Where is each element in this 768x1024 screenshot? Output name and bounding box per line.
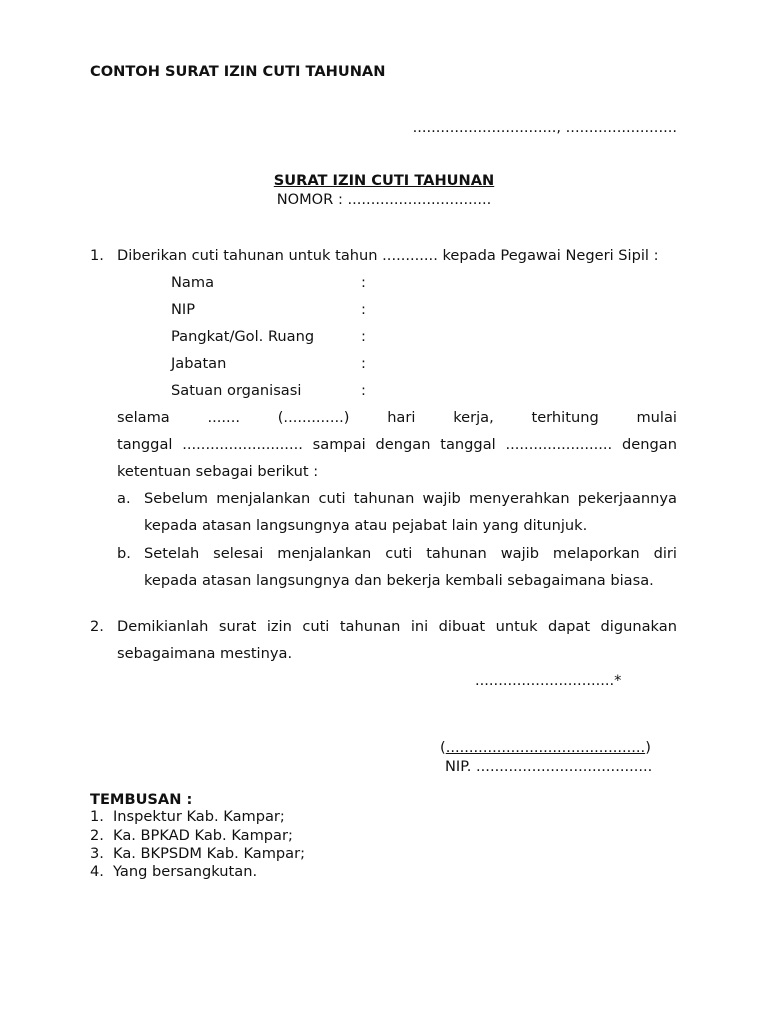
word: ....... <box>207 409 240 426</box>
signatory-nip: NIP. ...................................... <box>445 758 653 775</box>
word: hari <box>387 409 416 426</box>
word: tahunan <box>353 490 415 507</box>
word: Sebelum <box>144 490 209 507</box>
word: tahunan <box>339 618 401 635</box>
field-colon: : <box>361 301 366 318</box>
word: tahunan <box>426 545 487 562</box>
word: terhitung <box>531 409 599 426</box>
word: dapat <box>547 618 591 635</box>
word: wajib <box>422 490 461 507</box>
item-1-intro-text: Diberikan cuti tahunan untuk tahun ............ kepada Pegawai Negeri Sipil : <box>117 247 659 264</box>
tembusan-number: 3. <box>90 845 104 862</box>
word: ....................... <box>505 436 613 453</box>
word: tanggal <box>440 436 496 453</box>
terms-intro: ketentuan sebagai berikut : <box>117 463 319 480</box>
word: untuk <box>495 618 538 635</box>
word: selama <box>117 409 170 426</box>
word: pekerjaannya <box>577 490 677 507</box>
word: Demikianlah <box>117 618 209 635</box>
word: .......................... <box>182 436 303 453</box>
word: dengan <box>375 436 431 453</box>
name-close-paren: ) <box>645 739 651 756</box>
sub-b-letter: b. <box>117 545 131 562</box>
word: menjalankan <box>216 490 311 507</box>
word: izin <box>266 618 292 635</box>
field-colon: : <box>361 355 366 372</box>
signatory-name <box>440 739 651 756</box>
date-range-line <box>117 436 677 453</box>
item-1-number: 1. <box>90 247 104 264</box>
word: dibuat <box>438 618 486 635</box>
word: wajib <box>500 545 539 562</box>
word: diri <box>653 545 677 562</box>
sub-b-line-1 <box>144 545 677 562</box>
tembusan-item: Inspektur Kab. Kampar; <box>113 808 285 825</box>
word: tanggal <box>117 436 173 453</box>
field-label-nip: NIP <box>171 301 196 318</box>
name-open-paren: ( <box>440 739 446 756</box>
word: sampai <box>312 436 366 453</box>
item-2-line-1 <box>117 618 677 635</box>
tembusan-heading: TEMBUSAN : <box>90 791 193 808</box>
tembusan-number: 1. <box>90 808 104 825</box>
item-2-line-2: sebagaimana mestinya. <box>117 645 293 662</box>
sub-b-line-2: kepada atasan langsungnya dan bekerja kembali sebagaimana biasa. <box>144 572 654 589</box>
tembusan-number: 4. <box>90 863 104 880</box>
word: selesai <box>213 545 264 562</box>
document-heading: CONTOH SURAT IZIN CUTI TAHUNAN <box>90 63 386 80</box>
word: kerja, <box>453 409 494 426</box>
field-label-pangkat: Pangkat/Gol. Ruang <box>171 328 315 345</box>
duration-line <box>117 409 677 426</box>
word: dengan <box>622 436 677 453</box>
signatory-position: ..............................* <box>475 672 622 689</box>
field-label-jabatan: Jabatan <box>171 355 227 372</box>
word: (.............) <box>277 409 350 426</box>
sub-a-line-2: kepada atasan langsungnya atau pejabat lain yang ditunjuk. <box>144 517 588 534</box>
tembusan-item: Ka. BPKAD Kab. Kampar; <box>113 827 293 844</box>
word: cuti <box>318 490 346 507</box>
word: cuti <box>385 545 413 562</box>
place-date-line: ..............................., ........................ <box>412 119 677 136</box>
letter-title: SURAT IZIN CUTI TAHUNAN <box>273 172 495 189</box>
tembusan-item: Yang bersangkutan. <box>113 863 258 880</box>
item-2-number: 2. <box>90 618 104 635</box>
word: menyerahkan <box>468 490 570 507</box>
word: surat <box>218 618 257 635</box>
word: mulai <box>636 409 677 426</box>
field-colon: : <box>361 328 366 345</box>
field-label-satuan: Satuan organisasi <box>171 382 302 399</box>
item-1-intro <box>117 247 677 264</box>
field-colon: : <box>361 274 366 291</box>
tembusan-item: Ka. BKPSDM Kab. Kampar; <box>113 845 306 862</box>
tembusan-number: 2. <box>90 827 104 844</box>
word: digunakan <box>600 618 677 635</box>
word: melaporkan <box>552 545 640 562</box>
letter-number: NOMOR : ............................... <box>276 191 492 208</box>
word: menjalankan <box>277 545 372 562</box>
word: Setelah <box>144 545 200 562</box>
sub-a-line-1 <box>144 490 677 507</box>
word: ini <box>410 618 429 635</box>
field-label-nama: Nama <box>171 274 215 291</box>
field-colon: : <box>361 382 366 399</box>
word: cuti <box>302 618 330 635</box>
sub-a-letter: a. <box>117 490 131 507</box>
name-placeholder: ........................................... <box>445 739 646 756</box>
